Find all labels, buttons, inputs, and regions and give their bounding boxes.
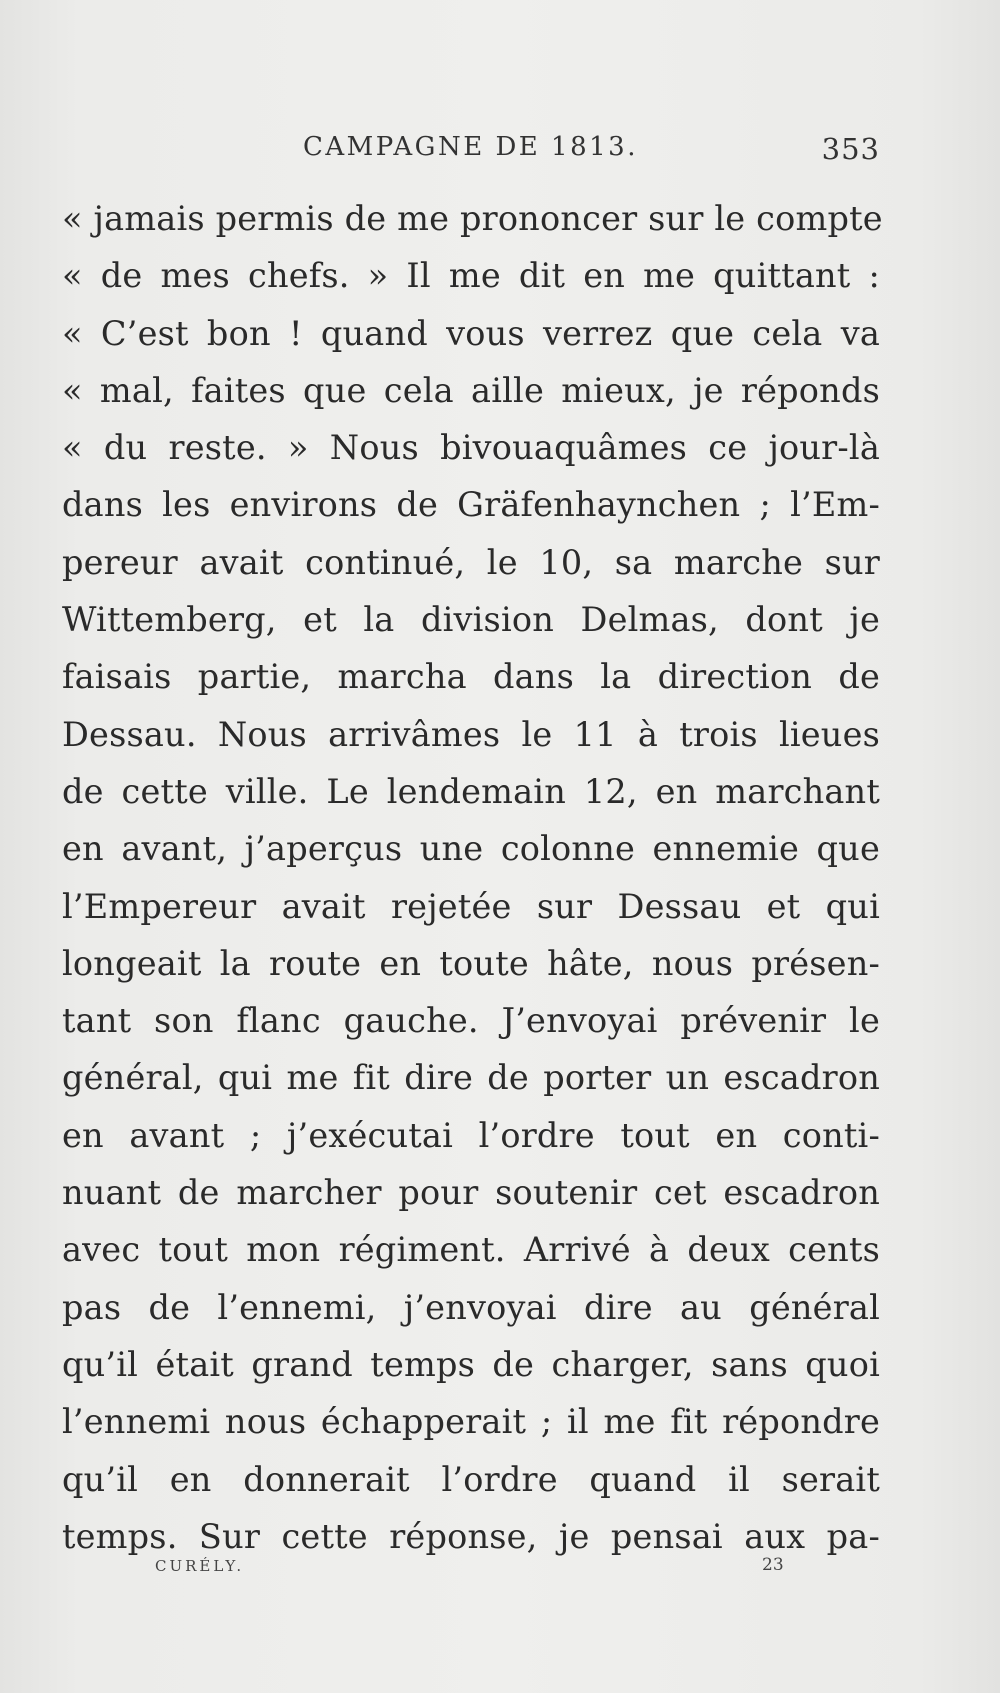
- text-line: en avant, j’aperçus une colonne ennemie que: [62, 829, 880, 869]
- text-line: « de mes chefs. » Il me dit en me quittant :: [62, 256, 880, 296]
- text-line: « C’est bon ! quand vous verrez que cela va: [62, 313, 880, 353]
- page-footer: [65, 1557, 880, 1587]
- text-line: qu’il en donnerait l’ordre quand il serait: [62, 1459, 880, 1499]
- text-line: Wittemberg, et la division Delmas, dont je: [62, 600, 880, 640]
- text-line: pereur avait continué, le 10, sa marche sur: [62, 542, 880, 582]
- text-line: qu’il était grand temps de charger, sans quoi: [62, 1344, 880, 1384]
- running-title: CAMPAGNE DE 1813.: [303, 132, 638, 162]
- text-line: en avant ; j’exécutai l’ordre tout en conti-: [62, 1115, 880, 1155]
- text-line: avec tout mon régiment. Arrivé à deux cents: [62, 1230, 880, 1270]
- text-line: longeait la route en toute hâte, nous présen-: [62, 943, 880, 983]
- text-line: pas de l’ennemi, j’envoyai dire au général: [62, 1287, 880, 1327]
- text-line: temps. Sur cette réponse, je pensai aux pa-: [62, 1516, 880, 1556]
- text-line: l’ennemi nous échapperait ; il me fit répondre: [62, 1402, 880, 1442]
- text-line: « mal, faites que cela aille mieux, je réponds: [62, 370, 880, 410]
- text-line: de cette ville. Le lendemain 12, en marchant: [62, 771, 880, 811]
- text-line: nuant de marcher pour soutenir cet escadron: [62, 1173, 880, 1213]
- running-head: [65, 132, 880, 172]
- page-number: 353: [821, 132, 880, 166]
- signature-mark: CURÉLY.: [155, 1557, 245, 1575]
- text-line: l’Empereur avait rejetée sur Dessau et qui: [62, 886, 880, 926]
- text-line: Dessau. Nous arrivâmes le 11 à trois lieues: [62, 714, 880, 754]
- sheet-number: 23: [762, 1555, 784, 1575]
- body-text: [62, 190, 883, 1565]
- text-line: « du reste. » Nous bivouaquâmes ce jour-là: [62, 428, 880, 468]
- text-line: « jamais permis de me prononcer sur le compte: [62, 199, 883, 238]
- text-line: dans les environs de Gräfenhaynchen ; l’Em-: [62, 485, 880, 525]
- text-line: faisais partie, marcha dans la direction de: [62, 657, 880, 697]
- text-line: général, qui me fit dire de porter un escadron: [62, 1058, 880, 1098]
- text-line: tant son flanc gauche. J’envoyai prévenir le: [62, 1001, 880, 1041]
